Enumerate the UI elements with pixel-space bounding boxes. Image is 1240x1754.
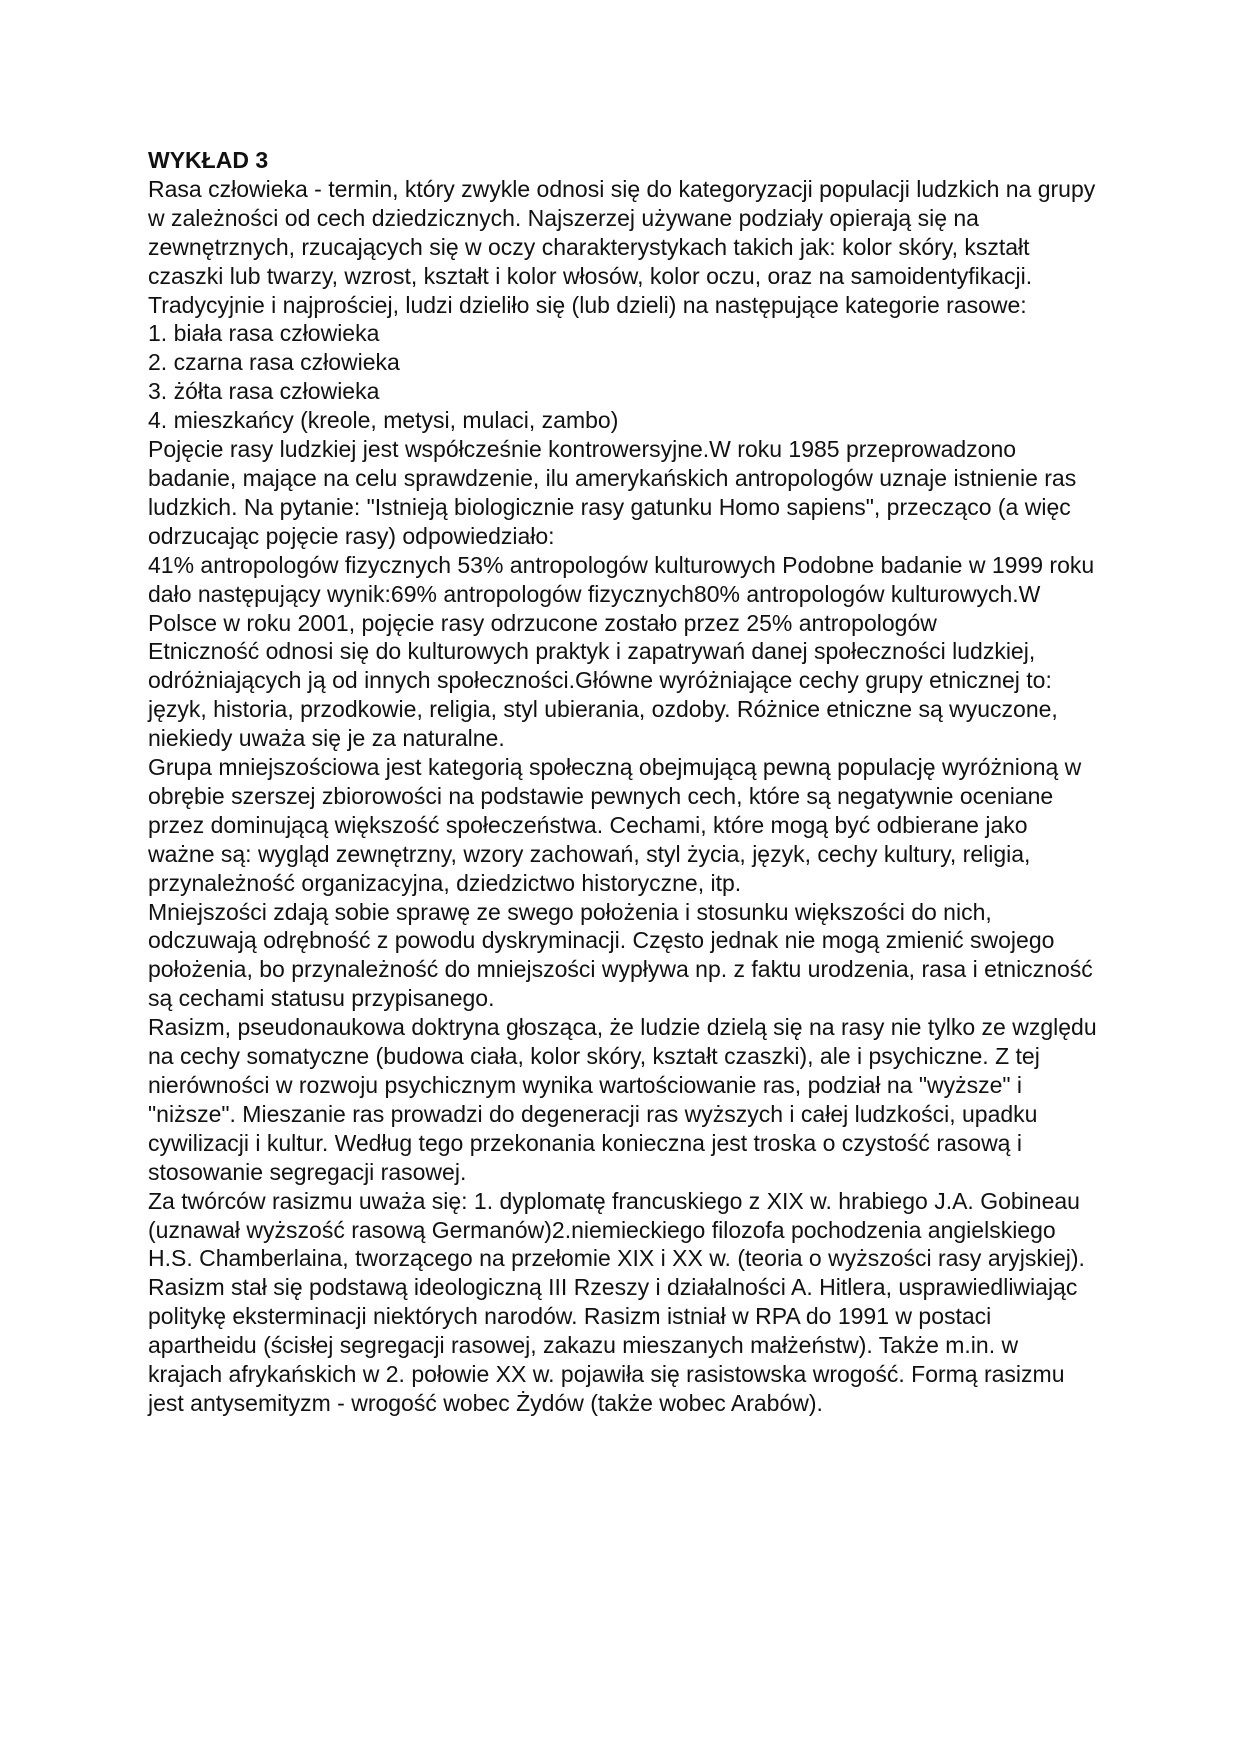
list-item: 4. mieszkańcy (kreole, metysi, mulaci, zambo) [148,407,619,434]
paragraph-ethnicity: Etniczność odnosi się do kulturowych praktyk i zapatrywań danej społeczności ludzkiej, odróżniających ją od innych społeczności.Główne wyróżniające cechy grupy etnicznej to: język, historia, przodkowie, religia, styl ubierania, ozdoby. Różnice etniczne są wyuczone, niekiedy uważa się je za naturalne. [148,638,1058,752]
paragraph-race-definition: Rasa człowieka - termin, który zwykle odnosi się do kategoryzacji populacji ludzkich na grupy w zależności od cech dziedzicznych. Najszerzej używane podziały opierają się na zewnętrznych, rzucających się w oczy charakterystykach takich jak: kolor skóry, kształt czaszki lub twarzy, wzrost, kształt i kolor włosów, kolor oczu, oraz na samoidentyfikacji. [148,175,1096,289]
list-item: 2. czarna rasa człowieka [148,349,400,376]
document-title: WYKŁAD 3 [148,147,269,173]
race-categories-list [148,319,1098,435]
paragraph-racism-creators: Za twórców rasizmu uważa się: 1. dyplomatę francuskiego z XIX w. hrabiego J.A. Gobineau (uznawał wyższość rasową Germanów)2.niemieckiego filozofa pochodzenia angielskiego H.S. Chamberlaina, tworzącego na przełomie XIX i XX w. (teoria o wyższości rasy aryjskiej). [148,1187,1085,1272]
document-page [148,146,1098,1418]
list-item: 1. biała rasa człowieka [148,320,380,347]
list-item: 3. żółta rasa człowieka [148,378,380,405]
paragraph-minority-awareness: Mniejszości zdają sobie sprawę ze swego położenia i stosunku większości do nich, odczuwają odrębność z powodu dyskryminacji. Często jednak nie mogą zmienić swojego położenia, bo przynależność do mniejszości wypływa np. z faktu urodzenia, rasa i etniczność są cechami statusu przypisanego. [148,898,1093,1012]
paragraph-race-categories-intro: Tradycyjnie i najprościej, ludzi dzieliło się (lub dzieli) na następujące kategorie rasowe: [148,291,1027,318]
paragraph-racism-definition: Rasizm, pseudonaukowa doktryna głosząca, że ludzie dzielą się na rasy nie tylko ze względu na cechy somatyczne (budowa ciała, kolor skóry, kształt czaszki), ale i psychiczne. Z tej nierówności w rozwoju psychicznym wynika wartościowanie ras, podział na "wyższe" i "niższe". Mieszanie ras prowadzi do degeneracji ras wyższych i całej ludzkości, upadku cywilizacji i kultur. Według tego przekonania konieczna jest troska o czystość rasową i stosowanie segregacji rasowej. [148,1014,1097,1185]
paragraph-minority-group: Grupa mniejszościowa jest kategorią społeczną obejmującą pewną populację wyróżnioną w obrębie szerszej zbiorowości na podstawie pewnych cech, które są negatywnie oceniane przez dominującą większość społeczeństwa. Cechami, które mogą być odbierane jako ważne są: wygląd zewnętrzny, wzory zachowań, styl życia, język, cechy kultury, religia, przynależność organizacyjna, dziedzictwo historyczne, itp. [148,754,1082,896]
paragraph-survey-results: 41% antropologów fizycznych 53% antropologów kulturowych Podobne badanie w 1999 roku dało następujący wynik:69% antropologów fizycznych80% antropologów kulturowych.W Polsce w roku 2001, pojęcie rasy odrzucone zostało przez 25% antropologów [148,551,1095,636]
paragraph-race-controversy: Pojęcie rasy ludzkiej jest współcześnie kontrowersyjne.W roku 1985 przeprowadzono badanie, mające na celu sprawdzenie, ilu amerykańskich antropologów uznaje istnienie ras ludzkich. Na pytanie: "Istnieją biologicznie rasy gatunku Homo sapiens", przecząco (a więc odrzucając pojęcie rasy) odpowiedziało: [148,436,1077,549]
paragraph-racism-history: Rasizm stał się podstawą ideologiczną III Rzeszy i działalności A. Hitlera, usprawiedliwiając politykę eksterminacji niektórych narodów. Rasizm istniał w RPA do 1991 w postaci apartheidu (ścisłej segregacji rasowej, zakazu mieszanych małżeństw). Także m.in. w krajach afrykańskich w 2. połowie XX w. pojawiła się rasistowska wrogość. Formą rasizmu jest antysemityzm - wrogość wobec Żydów (także wobec Arabów). [148,1274,1078,1416]
